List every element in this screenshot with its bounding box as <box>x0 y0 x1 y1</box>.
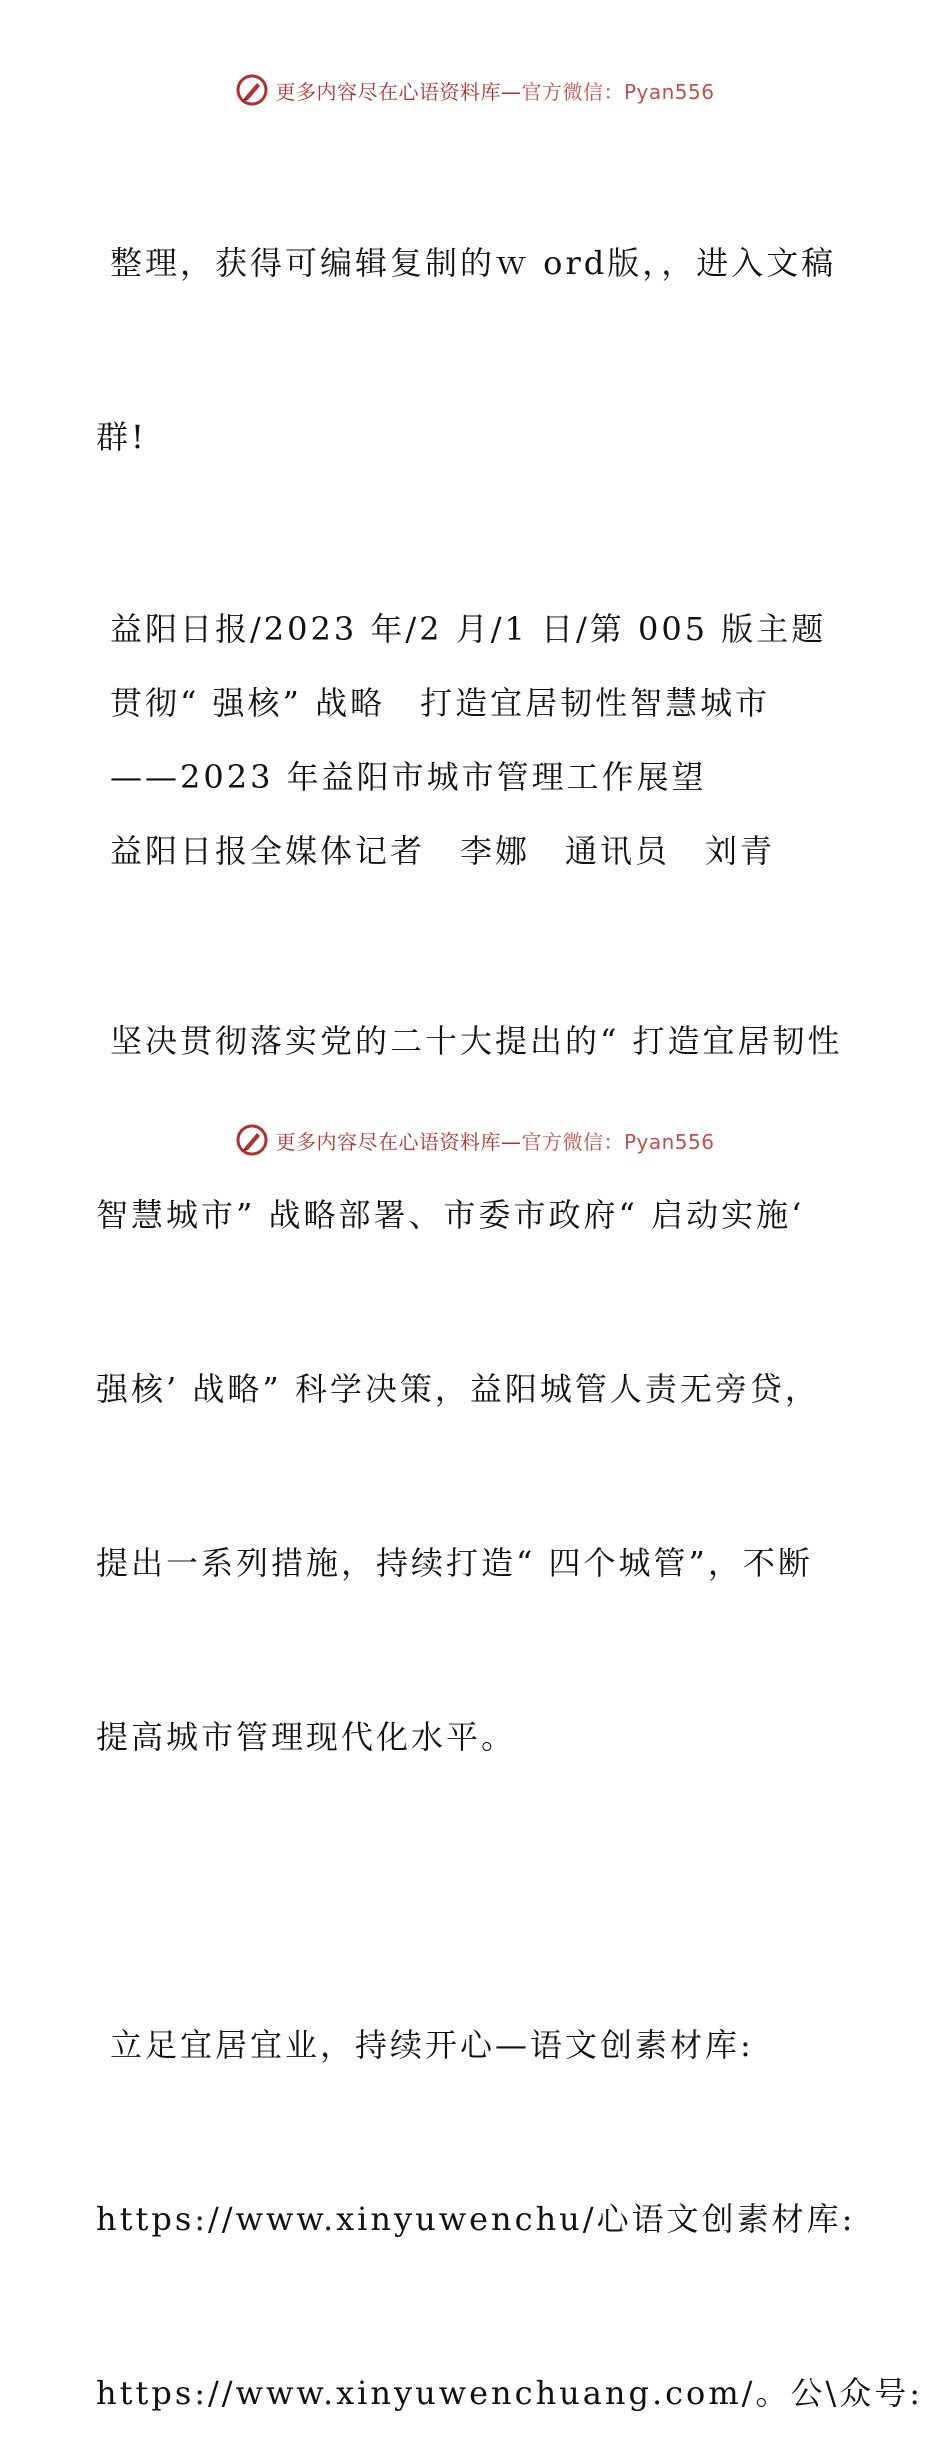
header-watermark-banner <box>0 68 950 112</box>
footer-watermark-banner <box>0 1118 950 1162</box>
footer-banner-text <box>275 1126 714 1155</box>
body-para2-line-3: https://www.xinyuwenchuang.com/。公\众号: <box>96 2374 924 2412</box>
source-line: 益阳日报/2023 年/2 月/1 日/第 005 版主题 <box>110 610 827 648</box>
body-para1-line-4: 提出一系列措施，持续打造“ 四个城管”，不断 <box>96 1544 813 1582</box>
intro-paragraph <box>96 118 856 582</box>
byline: 益阳日报全媒体记者 李娜 通讯员 刘青 <box>110 832 776 870</box>
header-banner-wechat: 官方微信：Pyan556 <box>521 79 715 104</box>
header-banner-text <box>275 76 714 105</box>
body-para2-line-2: https://www.xinyuwenchu/心语文创素材库: <box>96 2200 856 2238</box>
intro-line-1: 整理，获得可编辑复制的ｗ ord版，，进入文稿 <box>110 244 837 282</box>
body-para1-line-1: 坚决贯彻落实党的二十大提出的“ 打造宜居韧性 <box>110 1022 843 1060</box>
body-para2-line-1: 立足宜居宜业，持续开心—语文创素材库: <box>110 2026 754 2064</box>
body-paragraph-1 <box>96 896 856 1882</box>
body-para1-line-2: 智慧城市” 战略部署、市委市政府“ 启动实施‘ <box>96 1196 805 1234</box>
footer-banner-main: 更多内容尽在心语资料库— <box>275 1129 522 1154</box>
intro-line-2: 群! <box>96 418 147 456</box>
body-para1-line-5: 提高城市管理现代化水平。 <box>96 1718 517 1756</box>
headline: 贯彻“ 强核” 战略 打造宜居韧性智慧城市 <box>110 684 771 722</box>
subheadline: ——2023 年益阳市城市管理工作展望 <box>110 758 707 796</box>
footer-banner-wechat: 官方微信：Pyan556 <box>521 1129 715 1154</box>
body-paragraph-2 <box>96 1900 924 2460</box>
pen-logo-icon <box>235 1123 269 1157</box>
body-para1-line-3: 强核’ 战略” 科学决策，益阳城管人责无旁贷， <box>96 1370 820 1408</box>
document-body <box>96 118 924 2460</box>
header-banner-main: 更多内容尽在心语资料库— <box>275 79 522 104</box>
pen-logo-icon <box>235 73 269 107</box>
